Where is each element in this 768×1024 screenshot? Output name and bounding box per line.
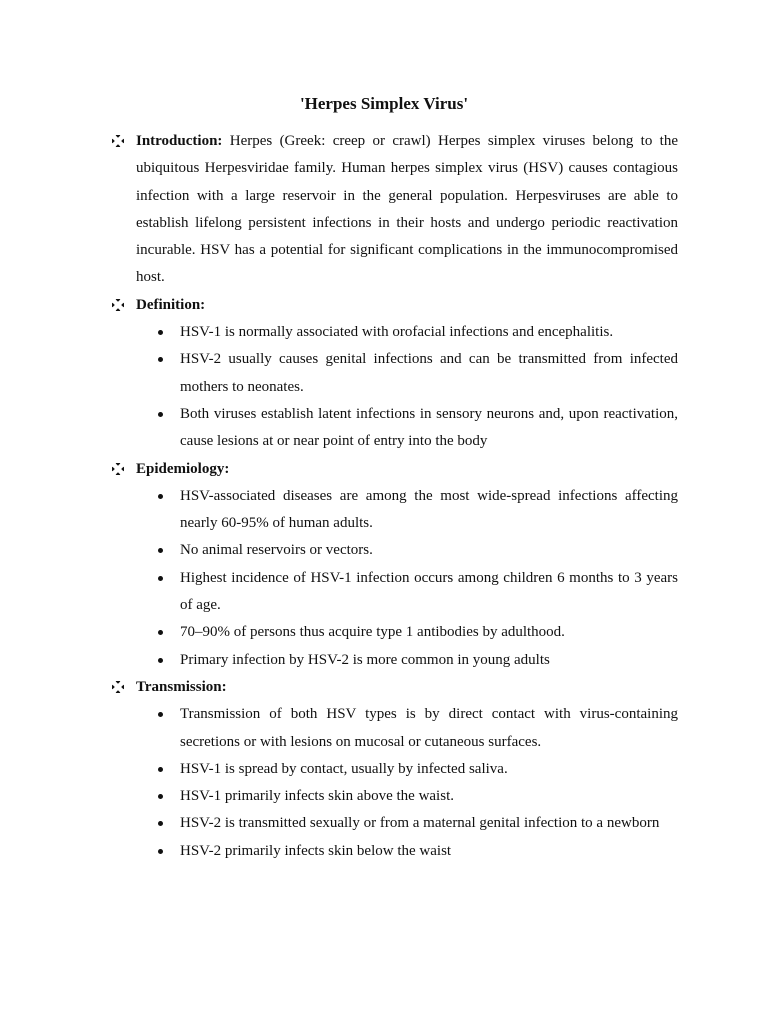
bullet-dot-icon [158,412,163,417]
list-item [180,537,678,564]
bullet-dot-icon [158,576,163,581]
bullet-list [112,319,678,455]
diamond-bullet-icon [112,299,124,311]
bullet-dot-icon [158,494,163,499]
list-item-text: Transmission of both HSV types is by direct contact with virus-containing secretions or with lesions on mucosal or cutaneous surfaces. [180,706,678,750]
list-item [180,319,678,346]
section-introduction [112,128,678,292]
list-item [180,810,678,837]
bullet-dot-icon [158,330,163,335]
list-item [180,619,678,646]
list-item-text: Highest incidence of HSV-1 infection occurs among children 6 months to 3 years of age. [180,569,678,614]
section-epidemiology [112,456,678,674]
list-item-text: HSV-1 is normally associated with orofacial infections and encephalitis. [180,324,614,341]
list-item-text: HSV-2 usually causes genital infections and can be transmitted from infected mothers to neonates. [180,351,678,395]
section-paragraph [136,674,678,701]
section-heading: Epidemiology: [136,460,230,477]
bullet-dot-icon [158,630,163,635]
list-item [180,483,678,538]
list-item-text: HSV-1 primarily infects skin above the waist. [180,788,454,805]
list-item [180,647,678,674]
page-title: 'Herpes Simplex Virus' [299,94,469,113]
list-item [180,346,678,401]
section-definition [112,292,678,456]
section-heading: Definition: [136,296,206,313]
list-item-text: HSV-2 primarily infects skin below the waist [180,842,452,859]
bullet-dot-icon [158,548,163,553]
list-item [180,701,678,756]
bullet-dot-icon [158,849,163,854]
list-item-text: HSV-1 is spread by contact, usually by infected saliva. [180,760,508,777]
bullet-list [112,483,678,674]
bullet-dot-icon [158,767,163,772]
bullet-dot-icon [158,658,163,663]
section-paragraph [136,128,678,292]
bullet-dot-icon [158,357,163,362]
list-item-text: HSV-2 is transmitted sexually or from a maternal genital infection to a newborn [180,815,660,832]
list-item-text: 70–90% of persons thus acquire type 1 antibodies by adulthood. [180,624,565,641]
list-item [180,401,678,456]
bullet-dot-icon [158,821,163,826]
section-text: Herpes (Greek: creep or crawl) Herpes simplex viruses belong to the ubiquitous Herpesviridae family. Human herpes simplex virus (HSV) causes contagious infection with a large reservoir in the general population. Herpesviruses are able to establish lifelong persistent infections in their hosts and undergo periodic reactivation incurable. HSV has a potential for significant complications in the immunocompromised host. [136,133,678,286]
list-item-text: No animal reservoirs or vectors. [180,542,373,559]
list-item-text: HSV-associated diseases are among the most wide-spread infections affecting nearly 60-95% of human adults. [180,487,678,532]
document-body [112,128,678,865]
bullet-dot-icon [158,712,163,717]
list-item [180,783,678,810]
list-item [180,838,678,865]
bullet-dot-icon [158,794,163,799]
section-transmission [112,674,678,865]
section-paragraph [136,292,678,319]
section-heading: Transmission: [136,678,227,695]
section-heading: Introduction: [136,133,223,149]
diamond-bullet-icon [112,135,124,147]
list-item-text: Primary infection by HSV-2 is more common in young adults [180,651,550,668]
list-item-text: Both viruses establish latent infections in sensory neurons and, upon reactivation, cause lesions at or near point of entry into the body [180,405,678,450]
diamond-bullet-icon [112,681,124,693]
list-item [180,565,678,620]
list-item [180,756,678,783]
section-paragraph [136,456,678,483]
diamond-bullet-icon [112,463,124,475]
bullet-list [112,701,678,865]
